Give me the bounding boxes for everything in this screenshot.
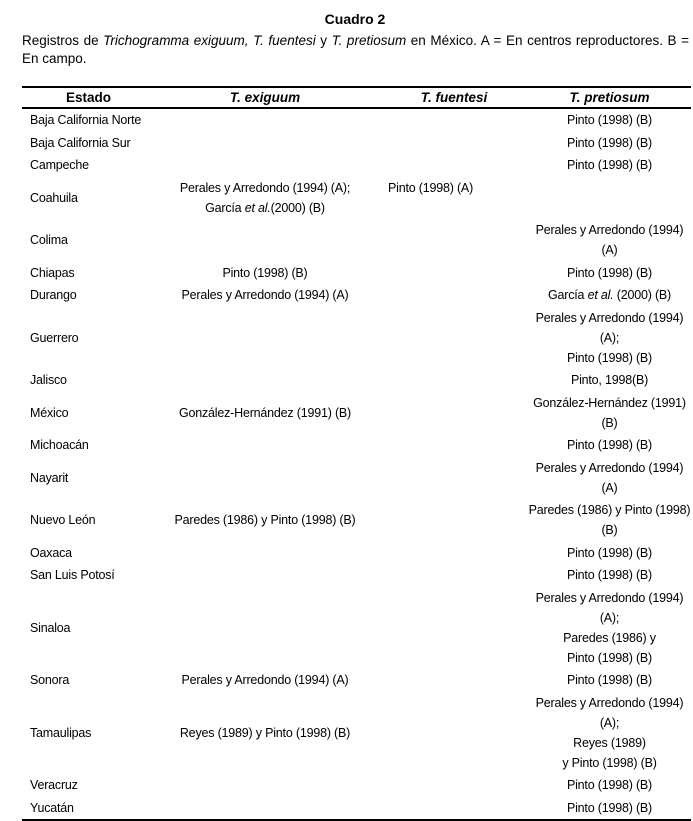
cell-estado: Jalisco	[30, 373, 67, 388]
cell-pretiosum	[528, 434, 691, 457]
cell-fuentesi	[380, 434, 528, 457]
header-exiguum: T. exiguum	[150, 87, 380, 108]
cell-exiguum	[150, 262, 380, 285]
cell-exiguum	[150, 669, 380, 692]
table-row	[22, 564, 691, 587]
cell-line: Pinto (1998) (B)	[566, 350, 653, 365]
cell-estado: Tamaulipas	[30, 725, 92, 740]
cell-segment: García	[205, 200, 245, 215]
cell-estado: Sinaloa	[30, 620, 71, 635]
cell-fuentesi	[380, 154, 528, 177]
cell-fuentesi	[380, 797, 528, 821]
cell-estado: Durango	[30, 288, 77, 303]
cell-pretiosum	[528, 108, 691, 132]
cell-pretiosum	[528, 177, 691, 220]
cell-pretiosum	[528, 154, 691, 177]
cell-exiguum	[150, 499, 380, 542]
cell-pretiosum	[528, 669, 691, 692]
cell-line: Pinto (1998) (B)	[222, 265, 308, 280]
table-row	[22, 219, 691, 262]
cell-pretiosum	[528, 392, 691, 435]
cell-line: Reyes (1989) y Pinto (1998) (B)	[179, 725, 351, 740]
caption-text: en México. A = En centros reproductores. B = En campo.	[22, 33, 689, 66]
cell-fuentesi	[380, 177, 528, 220]
cell-line: Pinto (1998) (B)	[566, 778, 653, 793]
cell-exiguum	[150, 154, 380, 177]
cell-line: Pinto (1998) (B)	[566, 650, 653, 665]
table-title: Cuadro 2	[324, 11, 386, 27]
header-pretiosum: T. pretiosum	[528, 87, 691, 108]
cell-exiguum	[150, 564, 380, 587]
cell-exiguum	[150, 132, 380, 155]
cell-line: Pinto (1998) (B)	[566, 265, 653, 280]
cell-fuentesi	[380, 369, 528, 392]
cell-line: Perales y Arredondo (1994) (A);	[535, 590, 684, 625]
caption-species: T. pretiosum	[331, 33, 407, 48]
cell-segment: (2000) (B)	[270, 200, 325, 215]
cell-line: González-Hernández (1991) (B)	[178, 405, 352, 420]
cell-exiguum	[150, 457, 380, 500]
table-row	[22, 307, 691, 370]
records-table	[22, 86, 691, 821]
cell-exiguum	[150, 692, 380, 775]
cell-estado: Veracruz	[30, 778, 78, 793]
header-fuentesi: T. fuentesi	[380, 87, 528, 108]
cell-fuentesi	[380, 307, 528, 370]
cell-pretiosum	[528, 457, 691, 500]
cell-line: Perales y Arredondo (1994) (A)	[535, 223, 684, 258]
cell-estado: Baja California Sur	[30, 135, 131, 150]
cell-line: y Pinto (1998) (B)	[562, 755, 657, 770]
cell-line: Pinto (1998) (B)	[566, 545, 653, 560]
cell-line: Pinto (1998) (B)	[566, 113, 653, 128]
cell-line	[150, 198, 380, 218]
table-row	[22, 132, 691, 155]
cell-fuentesi	[380, 669, 528, 692]
table-row	[22, 392, 691, 435]
cell-line: Pinto (1998) (B)	[566, 800, 653, 815]
cell-line: González-Hernández (1991) (B)	[533, 395, 686, 430]
cell-segment: García	[547, 288, 588, 303]
cell-pretiosum	[528, 307, 691, 370]
cell-exiguum	[150, 108, 380, 132]
cell-exiguum	[150, 542, 380, 565]
table-row	[22, 262, 691, 285]
cell-fuentesi	[380, 587, 528, 670]
cell-estado: Colima	[30, 233, 68, 248]
cell-pretiosum	[528, 262, 691, 285]
cell-pretiosum	[528, 564, 691, 587]
cell-exiguum	[150, 774, 380, 797]
cell-line: Pinto (1998) (A)	[388, 180, 474, 195]
cell-line: Perales y Arredondo (1994) (A);	[179, 180, 351, 195]
cell-fuentesi	[380, 392, 528, 435]
table-row	[22, 154, 691, 177]
caption-species: Trichogramma exiguum, T. fuentesi	[103, 33, 316, 48]
table-row	[22, 587, 691, 670]
cell-estado: Nayarit	[30, 470, 69, 485]
cell-pretiosum	[528, 284, 691, 307]
cell-pretiosum	[528, 774, 691, 797]
cell-fuentesi	[380, 457, 528, 500]
table-row	[22, 284, 691, 307]
cell-exiguum	[150, 587, 380, 670]
cell-line: Pinto, 1998(B)	[570, 373, 649, 388]
cell-line: Perales y Arredondo (1994) (A)	[181, 673, 349, 688]
cell-estado: Baja California Norte	[30, 113, 142, 128]
table-row	[22, 108, 691, 132]
cell-estado: Michoacán	[30, 438, 89, 453]
cell-fuentesi	[380, 132, 528, 155]
cell-exiguum	[150, 392, 380, 435]
cell-line: Paredes (1986) y	[563, 630, 656, 645]
caption-text: Registros de	[22, 33, 104, 48]
cell-exiguum	[150, 307, 380, 370]
table-row	[22, 434, 691, 457]
cell-line: Pinto (1998) (B)	[566, 158, 653, 173]
cell-exiguum	[150, 284, 380, 307]
cell-exiguum	[150, 434, 380, 457]
cell-line: Perales y Arredondo (1994) (A)	[181, 288, 349, 303]
cell-fuentesi	[380, 219, 528, 262]
cell-fuentesi	[380, 108, 528, 132]
cell-line: Perales y Arredondo (1994) (A);	[535, 310, 684, 345]
cell-segment: et al.	[244, 200, 271, 215]
table-row	[22, 669, 691, 692]
table-row	[22, 369, 691, 392]
cell-exiguum	[150, 797, 380, 821]
cell-fuentesi	[380, 692, 528, 775]
cell-exiguum	[150, 369, 380, 392]
cell-pretiosum	[528, 369, 691, 392]
table-row	[22, 542, 691, 565]
cell-pretiosum	[528, 542, 691, 565]
cell-estado: Guerrero	[30, 330, 79, 345]
cell-pretiosum	[528, 587, 691, 670]
cell-exiguum	[150, 177, 380, 220]
cell-pretiosum	[528, 692, 691, 775]
cell-segment: (2000) (B)	[613, 288, 672, 303]
table-caption	[22, 32, 689, 68]
cell-line: Pinto (1998) (B)	[566, 438, 653, 453]
cell-line: Pinto (1998) (B)	[566, 135, 653, 150]
cell-estado: Campeche	[30, 158, 89, 173]
cell-fuentesi	[380, 564, 528, 587]
table-row	[22, 774, 691, 797]
cell-line: Perales y Arredondo (1994) (A);	[535, 695, 684, 730]
table-row	[22, 499, 691, 542]
cell-estado: San Luis Potosí	[30, 568, 115, 583]
cell-fuentesi	[380, 284, 528, 307]
cell-fuentesi	[380, 499, 528, 542]
cell-line: Paredes (1986) y Pinto (1998) (B)	[174, 513, 356, 528]
table-row	[22, 692, 691, 775]
cell-line: Pinto (1998) (B)	[566, 568, 653, 583]
table-row	[22, 797, 691, 821]
cell-estado: Coahuila	[30, 190, 78, 205]
table-header-row	[22, 87, 691, 108]
cell-line: Perales y Arredondo (1994) (A)	[535, 460, 684, 495]
cell-segment: et al.	[587, 288, 614, 303]
cell-exiguum	[150, 219, 380, 262]
caption-text: y	[315, 33, 332, 48]
cell-line: Reyes (1989)	[573, 735, 646, 750]
cell-estado: México	[30, 405, 69, 420]
cell-estado: Yucatán	[22, 797, 150, 821]
table-row	[22, 177, 691, 220]
cell-fuentesi	[380, 774, 528, 797]
table-row	[22, 457, 691, 500]
cell-fuentesi	[380, 542, 528, 565]
header-estado: Estado	[22, 87, 150, 108]
cell-line: Paredes (1986) y Pinto (1998) (B)	[528, 503, 691, 538]
cell-estado: Chiapas	[30, 265, 75, 280]
cell-pretiosum	[528, 132, 691, 155]
cell-estado: Oaxaca	[30, 545, 72, 560]
cell-estado: Nuevo León	[30, 513, 96, 528]
cell-pretiosum	[528, 219, 691, 262]
cell-line: Pinto (1998) (B)	[566, 673, 653, 688]
cell-estado: Sonora	[30, 673, 70, 688]
cell-line	[528, 285, 691, 305]
cell-fuentesi	[380, 262, 528, 285]
cell-pretiosum	[528, 499, 691, 542]
cell-pretiosum	[528, 797, 691, 821]
